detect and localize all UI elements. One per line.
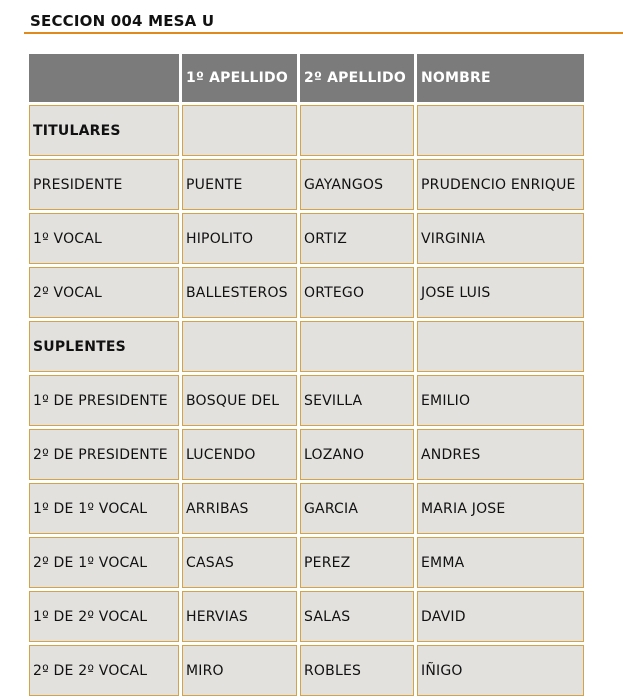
first-surname-cell: HERVIAS xyxy=(182,591,297,642)
table-row xyxy=(29,213,584,264)
table-row xyxy=(29,483,584,534)
first-surname-cell: HIPOLITO xyxy=(182,213,297,264)
mesa-table xyxy=(26,51,587,699)
role-cell: 1º VOCAL xyxy=(29,213,179,264)
column-header-second-surname: 2º APELLIDO xyxy=(300,54,414,102)
table-row xyxy=(29,375,584,426)
second-surname-cell: GARCIA xyxy=(300,483,414,534)
table-row xyxy=(29,429,584,480)
group-label: TITULARES xyxy=(29,105,179,156)
second-surname-cell: PEREZ xyxy=(300,537,414,588)
first-surname-cell: MIRO xyxy=(182,645,297,696)
name-cell: IÑIGO xyxy=(417,645,584,696)
column-header-role xyxy=(29,54,179,102)
role-cell: 1º DE 1º VOCAL xyxy=(29,483,179,534)
second-surname-cell: ROBLES xyxy=(300,645,414,696)
group-label: SUPLENTES xyxy=(29,321,179,372)
role-cell: 1º DE PRESIDENTE xyxy=(29,375,179,426)
column-header-name: NOMBRE xyxy=(417,54,584,102)
section-title: SECCION 004 MESA U xyxy=(30,12,215,30)
table-cell-empty xyxy=(300,321,414,372)
role-cell: 2º DE 1º VOCAL xyxy=(29,537,179,588)
first-surname-cell: ARRIBAS xyxy=(182,483,297,534)
name-cell: VIRGINIA xyxy=(417,213,584,264)
first-surname-cell: LUCENDO xyxy=(182,429,297,480)
name-cell: PRUDENCIO ENRIQUE xyxy=(417,159,584,210)
table-row xyxy=(29,645,584,696)
second-surname-cell: GAYANGOS xyxy=(300,159,414,210)
group-row-titulares xyxy=(29,105,584,156)
name-cell: EMMA xyxy=(417,537,584,588)
second-surname-cell: ORTEGO xyxy=(300,267,414,318)
role-cell: 2º DE 2º VOCAL xyxy=(29,645,179,696)
table-cell-empty xyxy=(417,321,584,372)
name-cell: DAVID xyxy=(417,591,584,642)
first-surname-cell: CASAS xyxy=(182,537,297,588)
second-surname-cell: SEVILLA xyxy=(300,375,414,426)
table-cell-empty xyxy=(300,105,414,156)
role-cell: 1º DE 2º VOCAL xyxy=(29,591,179,642)
table-row xyxy=(29,591,584,642)
column-header-first-surname: 1º APELLIDO xyxy=(182,54,297,102)
second-surname-cell: LOZANO xyxy=(300,429,414,480)
table-row xyxy=(29,267,584,318)
first-surname-cell: BOSQUE DEL xyxy=(182,375,297,426)
name-cell: EMILIO xyxy=(417,375,584,426)
role-cell: 2º VOCAL xyxy=(29,267,179,318)
table-cell-empty xyxy=(182,105,297,156)
first-surname-cell: BALLESTEROS xyxy=(182,267,297,318)
name-cell: JOSE LUIS xyxy=(417,267,584,318)
mesa-table-container xyxy=(26,51,587,699)
table-header-row xyxy=(29,54,584,102)
second-surname-cell: ORTIZ xyxy=(300,213,414,264)
table-cell-empty xyxy=(417,105,584,156)
table-row xyxy=(29,159,584,210)
title-divider xyxy=(24,32,623,34)
name-cell: MARIA JOSE xyxy=(417,483,584,534)
table-cell-empty xyxy=(182,321,297,372)
first-surname-cell: PUENTE xyxy=(182,159,297,210)
group-row-suplentes xyxy=(29,321,584,372)
table-row xyxy=(29,537,584,588)
second-surname-cell: SALAS xyxy=(300,591,414,642)
role-cell: PRESIDENTE xyxy=(29,159,179,210)
name-cell: ANDRES xyxy=(417,429,584,480)
role-cell: 2º DE PRESIDENTE xyxy=(29,429,179,480)
